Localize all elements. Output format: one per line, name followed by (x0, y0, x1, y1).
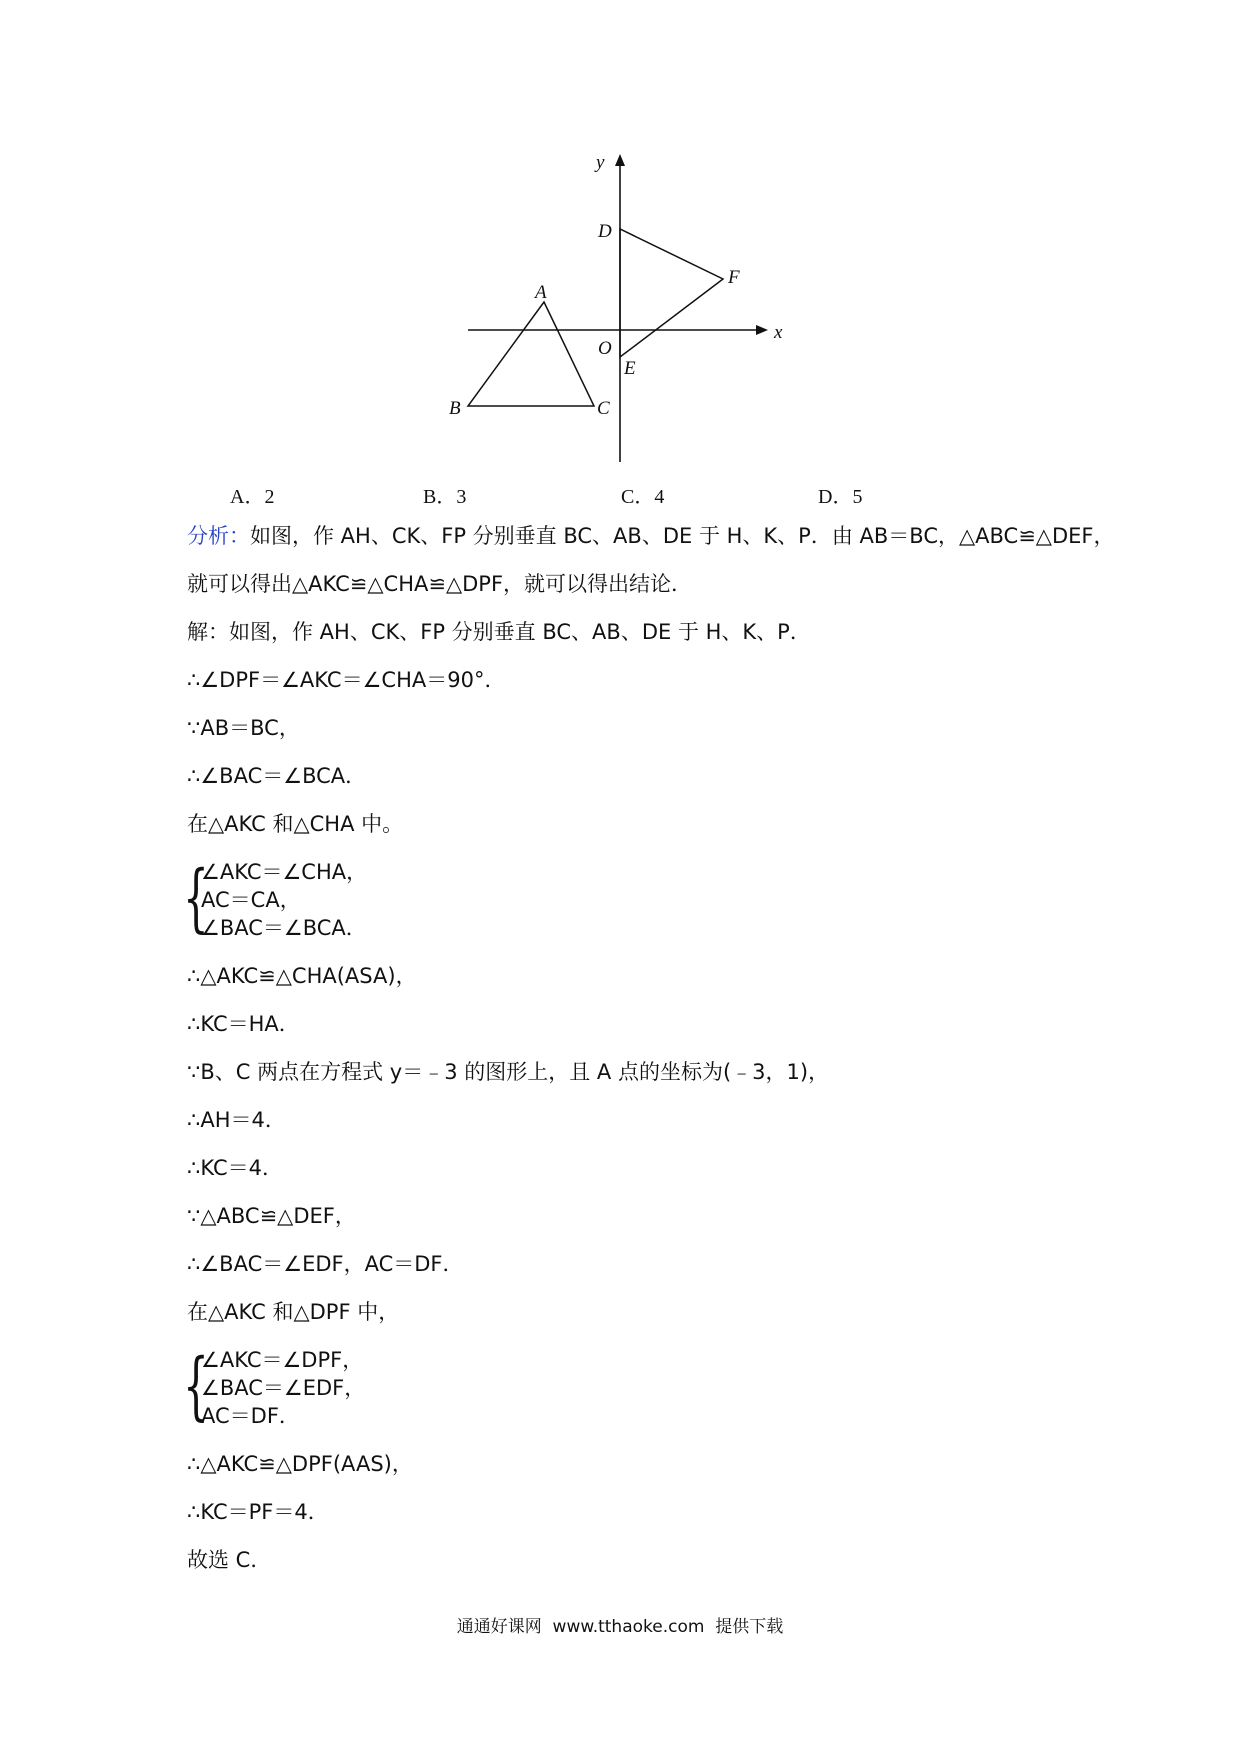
label-a: A (535, 282, 547, 303)
label-e: E (624, 358, 636, 379)
choice-a: A．2 (230, 486, 275, 508)
system-row: ∠BAC＝∠BCA． (201, 916, 367, 940)
brace-icon: { (183, 855, 209, 941)
coordinate-figure (440, 150, 800, 470)
label-b: B (449, 398, 461, 419)
system-row: AC＝CA， (201, 888, 301, 912)
page-footer: 通通好课网 www.tthaoke.com 提供下载 (456, 1617, 784, 1637)
solution-line: ∴∠DPF＝∠AKC＝∠CHA＝90°． (187, 668, 506, 692)
solution-line: ∴∠BAC＝∠EDF，AC＝DF． (187, 1252, 464, 1276)
solution-line: ∴AH＝4． (187, 1108, 286, 1132)
solution-line: ∵AB＝BC， (187, 716, 300, 740)
solution-line: ∴KC＝HA． (187, 1012, 300, 1036)
analysis-line-1 (187, 522, 1115, 550)
label-c: C (597, 398, 610, 419)
choice-c: C．4 (621, 486, 665, 508)
solution-line: ∴△AKC≌△DPF(AAS)， (187, 1452, 413, 1476)
triangle-def (620, 229, 723, 357)
figure-svg (440, 150, 800, 470)
solution-line: 解：如图，作 AH、CK、FP 分别垂直 BC、AB、DE 于 H、K、P． (187, 620, 811, 644)
solution-line: ∵△ABC≌△DEF， (187, 1204, 356, 1228)
label-x: x (774, 322, 783, 343)
solution-line: ∴KC＝4． (187, 1156, 284, 1180)
solution-text (183, 522, 1115, 1594)
solution-line: ∴KC＝PF＝4． (187, 1500, 329, 1524)
system-row: ∠AKC＝∠DPF， (201, 1348, 364, 1372)
choice-d: D．5 (818, 486, 863, 508)
label-d: D (598, 221, 612, 242)
label-y: y (596, 152, 605, 173)
label-f: F (728, 267, 740, 288)
system-row: AC＝DF． (201, 1404, 300, 1428)
analysis-text-1: 如图，作 AH、CK、FP 分别垂直 BC、AB、DE 于 H、K、P．由 AB＝BC，△ABC≌△DEF， (250, 524, 1115, 548)
system-row: ∠BAC＝∠EDF， (201, 1376, 366, 1400)
label-origin: O (598, 338, 612, 359)
x-axis-arrow-icon (756, 325, 768, 335)
equation-system-1 (183, 855, 1077, 942)
brace-icon: { (183, 1343, 209, 1429)
analysis-line-2: 就可以得出△AKC≌△CHA≌△DPF，就可以得出结论． (187, 572, 693, 596)
solution-line: 在△AKC 和△CHA 中。 (187, 812, 404, 836)
solution-line: ∴△AKC≌△CHA(ASA)， (187, 964, 417, 988)
solution-line: ∵B、C 两点在方程式 y＝﹣3 的图形上，且 A 点的坐标为(﹣3，1)， (187, 1060, 830, 1084)
y-axis-arrow-icon (615, 154, 625, 166)
equation-system-2 (183, 1343, 1077, 1430)
solution-line: ∴∠BAC＝∠BCA． (187, 764, 367, 788)
solution-answer: 故选 C． (187, 1548, 272, 1572)
choice-b: B．3 (423, 486, 467, 508)
analysis-label: 分析： (187, 524, 250, 548)
system-row: ∠AKC＝∠CHA， (201, 860, 368, 884)
solution-line: 在△AKC 和△DPF 中， (187, 1300, 400, 1324)
triangle-abc (468, 302, 594, 406)
answer-choices (0, 480, 1240, 510)
